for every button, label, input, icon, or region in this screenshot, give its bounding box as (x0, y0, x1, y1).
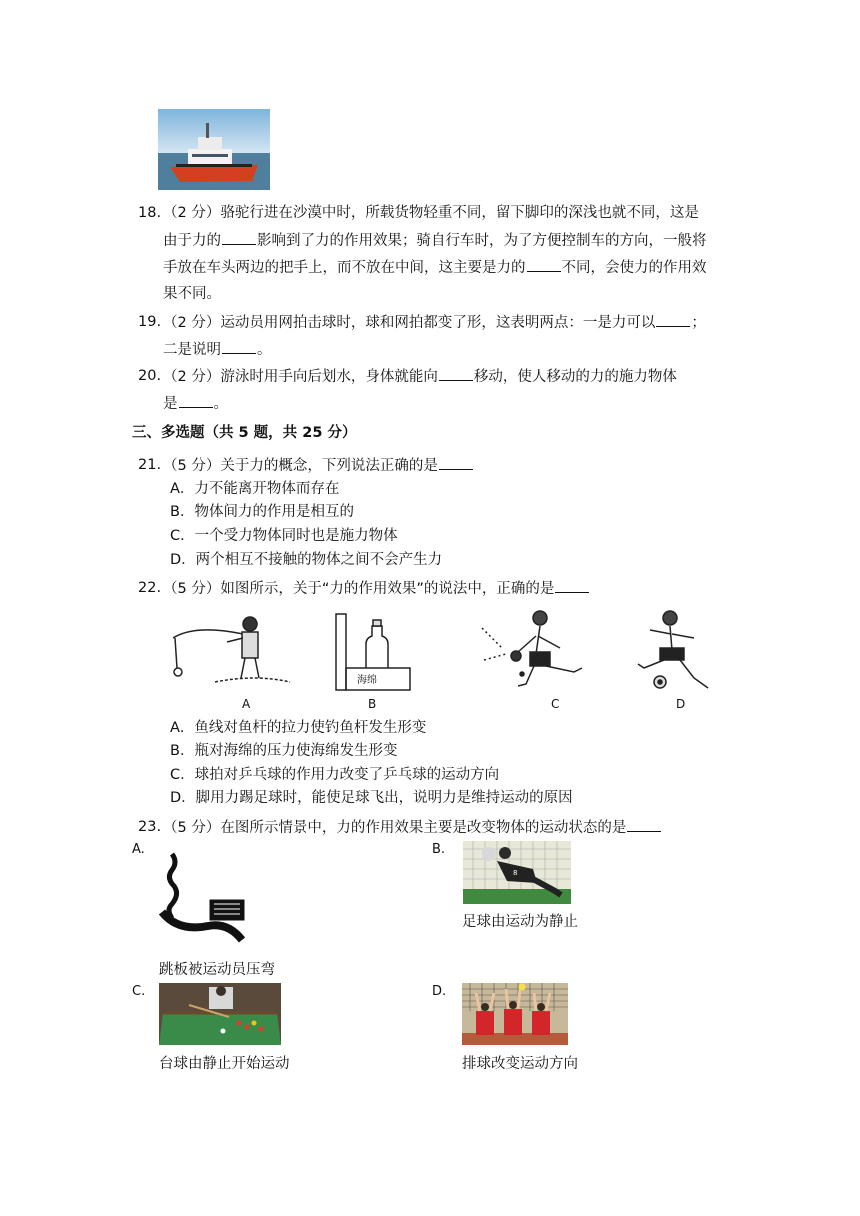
q18-line-1: （2 分）骆驼行进在沙漠中时，所载货物轻重不同，留下脚印的深浅也就不同，这是 (163, 205, 699, 221)
answer-blank[interactable] (439, 366, 473, 381)
q23-option-c-letter[interactable]: C. (132, 984, 146, 999)
answer-blank[interactable] (222, 339, 256, 354)
q22-label-d: D (676, 697, 686, 711)
q18-text: 手放在车头两边的把手上，而不放在中间，这主要是力的 (163, 260, 526, 276)
q19-number: 19. (138, 314, 162, 330)
q19-text: ； (691, 315, 706, 331)
q21-option-d[interactable]: D．两个相互不接触的物体之间不会产生力 (170, 552, 443, 568)
q21-option-b[interactable]: B．物体间力的作用是相互的 (170, 504, 354, 520)
q21-stem (163, 455, 474, 476)
q22-text: （5 分）如图所示，关于“力的作用效果”的说法中，正确的是 (163, 581, 555, 597)
q22-figure-bottle-sponge (330, 612, 415, 692)
q22-label-c: C (551, 697, 560, 711)
q22-figure-fishing (165, 608, 295, 693)
svg-text:8: 8 (513, 869, 518, 877)
answer-blank[interactable] (439, 455, 473, 470)
q18-line-4: 果不同。 (163, 286, 221, 302)
q18-line-2 (163, 230, 707, 251)
q21-number: 21. (138, 457, 162, 473)
q23-option-d-caption: 排球改变运动方向 (462, 1056, 578, 1072)
answer-blank[interactable] (527, 257, 561, 272)
q21-option-a[interactable]: A．力不能离开物体而存在 (170, 481, 340, 497)
q20-text: 。 (213, 396, 228, 412)
q18-text: 影响到了力的作用效果；骑自行车时，为了方便控制车的方向，一般将 (257, 233, 707, 249)
q23-option-d-letter[interactable]: D. (432, 984, 447, 999)
q23-option-b-letter[interactable]: B. (432, 842, 446, 857)
q20-number: 20. (138, 368, 162, 384)
q23-goalkeeper-photo (463, 841, 571, 904)
q20-line-1 (163, 366, 677, 387)
answer-blank[interactable] (222, 230, 256, 245)
q22-label-b: B (368, 697, 377, 711)
q23-text: （5 分）在图所示情景中，力的作用效果主要是改变物体的运动状态的是 (163, 820, 627, 836)
q19-text: 。 (257, 342, 272, 358)
q23-number: 23. (138, 819, 162, 835)
q22-figure-table-tennis (478, 608, 608, 693)
q23-billiards-photo (159, 983, 281, 1045)
sponge-label: 海绵 (357, 675, 377, 686)
q18-text: 不同，会使力的作用效 (561, 260, 707, 276)
q23-volleyball-photo (462, 983, 568, 1045)
q23-option-a-caption: 跳板被运动员压弯 (159, 962, 275, 978)
q19-line-2 (163, 339, 272, 360)
answer-blank[interactable] (179, 393, 213, 408)
q23-diving-board-image (158, 852, 250, 947)
q22-label-a: A (242, 697, 251, 711)
q18-number: 18. (138, 205, 162, 221)
q23-option-a-letter[interactable]: A. (132, 842, 145, 857)
q23-option-b-caption: 足球由运动为静止 (462, 914, 578, 930)
q22-option-c[interactable]: C．球拍对乒乓球的作用力改变了乒乓球的运动方向 (170, 767, 500, 783)
answer-blank[interactable] (627, 817, 661, 832)
q19-line-1 (163, 312, 706, 333)
q23-option-c-caption: 台球由静止开始运动 (159, 1056, 290, 1072)
q22-option-b[interactable]: B．瓶对海绵的压力使海绵发生形变 (170, 743, 398, 759)
q19-text: （2 分）运动员用网拍击球时，球和网拍都变了形，这表明两点：一是力可以 (163, 315, 656, 331)
q18-text: 由于力的 (163, 233, 221, 249)
q20-text: 移动，使人移动的力的施力物体 (473, 369, 677, 385)
answer-blank[interactable] (656, 312, 690, 327)
q21-text: （5 分）关于力的概念，下列说法正确的是 (163, 458, 438, 474)
q20-text: （2 分）游泳时用手向后划水，身体就能向 (163, 369, 438, 385)
ship-photo (158, 109, 270, 190)
q22-option-a[interactable]: A．鱼线对鱼杆的拉力使钓鱼杆发生形变 (170, 720, 427, 736)
q18-line-3 (163, 257, 707, 278)
q22-option-d[interactable]: D．脚用力踢足球时，能使足球飞出，说明力是维持运动的原因 (170, 790, 573, 806)
q20-line-2 (163, 393, 228, 414)
q22-number: 22. (138, 580, 162, 596)
q22-stem (163, 578, 590, 599)
answer-blank[interactable] (555, 578, 589, 593)
q19-text: 二是说明 (163, 342, 221, 358)
q21-option-c[interactable]: C．一个受力物体同时也是施力物体 (170, 528, 398, 544)
q22-figure-football (630, 608, 725, 693)
section-heading: 三、多选题（共 5 题，共 25 分） (132, 425, 357, 441)
q20-text: 是 (163, 396, 178, 412)
q23-stem (163, 817, 662, 838)
